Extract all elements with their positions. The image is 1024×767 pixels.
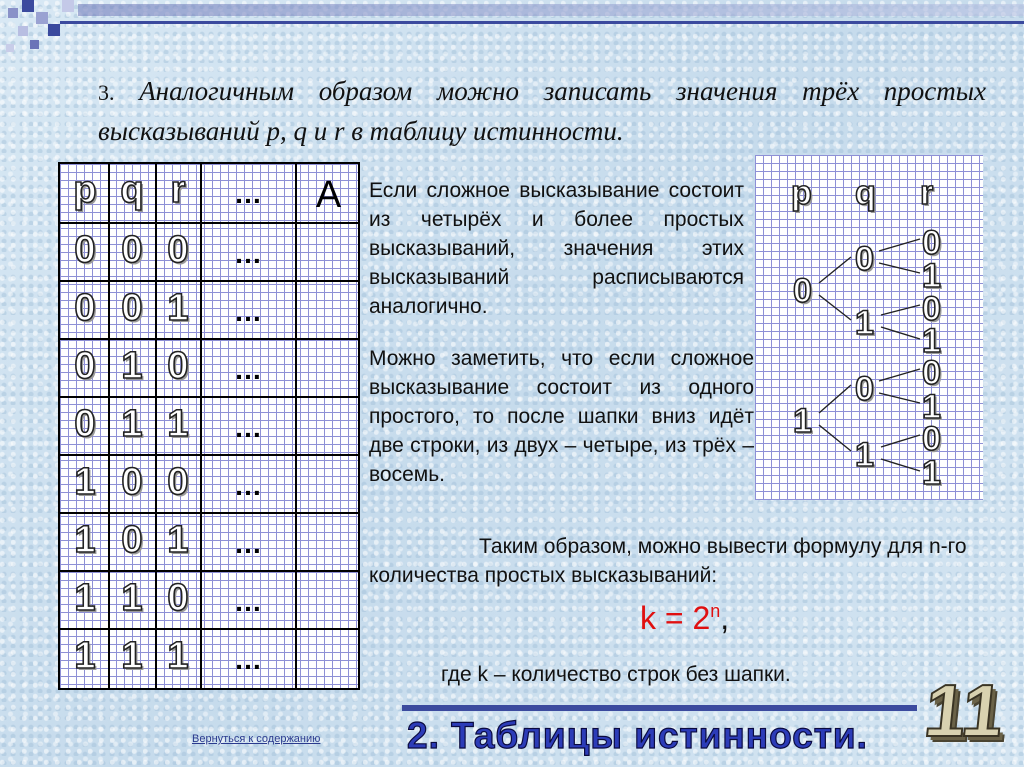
table-header-p: p xyxy=(73,169,97,211)
tree-node-p: 1 xyxy=(793,402,812,440)
table-cell: 1 xyxy=(167,519,189,561)
table-cell: 0 xyxy=(121,461,143,503)
table-cell: 0 xyxy=(121,229,143,271)
tree-node-r: 1 xyxy=(922,388,941,426)
back-to-contents-link[interactable]: Вернуться к содержанию xyxy=(192,733,321,745)
paragraph-formula-intro: Таким образом, можно вывести формулу для n-го количества простых высказываний: xyxy=(369,535,967,587)
table-cell: 1 xyxy=(167,403,189,445)
top-band xyxy=(78,4,1024,16)
table-cell: 1 xyxy=(167,635,189,677)
heading-number: 3. xyxy=(98,80,115,105)
formula-comma: , xyxy=(720,600,730,636)
paragraph-four-or-more: Если сложное высказывание состоит из четырёх и более простых высказываний, значения этих высказываний расписываются аналогично. xyxy=(369,179,744,318)
table-row-divider xyxy=(60,280,358,282)
tree-node-r: 1 xyxy=(922,454,941,492)
table-cell: 1 xyxy=(121,635,143,677)
table-cell: 0 xyxy=(74,229,96,271)
table-row-divider xyxy=(60,570,358,572)
table-cell: 0 xyxy=(74,403,96,445)
table-cell: 1 xyxy=(74,461,96,503)
tree-node-q: 0 xyxy=(855,240,874,278)
table-row-divider xyxy=(60,628,358,630)
table-cell: 0 xyxy=(121,519,143,561)
table-cell: 0 xyxy=(167,229,189,271)
tree-node-r: 1 xyxy=(922,257,941,295)
top-divider xyxy=(60,21,1024,24)
formula-exponent: n xyxy=(710,601,721,621)
tree-node-q: 1 xyxy=(855,304,874,342)
formula-base: k = 2 xyxy=(640,600,711,636)
slide-heading xyxy=(98,72,986,150)
table-col-divider xyxy=(295,164,297,688)
table-row-divider xyxy=(60,338,358,340)
table-cell-ellipsis: … xyxy=(234,644,263,675)
tree-header-q: q xyxy=(855,174,876,212)
table-cell-ellipsis: … xyxy=(234,238,263,269)
table-row-divider xyxy=(60,512,358,514)
tree-node-q: 1 xyxy=(855,436,874,474)
table-cell-ellipsis: … xyxy=(234,470,263,501)
table-cell-ellipsis: … xyxy=(234,412,263,443)
tree-node-p: 0 xyxy=(793,272,812,310)
table-cell: 0 xyxy=(167,577,189,619)
truth-table xyxy=(58,162,360,690)
tree-node-r: 0 xyxy=(922,420,941,458)
tree-node-r: 0 xyxy=(922,224,941,262)
table-cell: 1 xyxy=(74,577,96,619)
table-cell: 1 xyxy=(74,635,96,677)
tree-header-r: r xyxy=(920,174,934,212)
table-cell-ellipsis: … xyxy=(234,354,263,385)
table-header-q: q xyxy=(120,169,144,211)
heading-text: Аналогичным образом можно записать значения трёх простых высказываний p, q и r в таблицу истинности. xyxy=(98,76,986,146)
truth-tree-diagram xyxy=(755,155,983,500)
table-cell: 0 xyxy=(167,461,189,503)
table-cell: 1 xyxy=(121,403,143,445)
tree-header-p: p xyxy=(791,174,812,212)
table-cell: 1 xyxy=(121,345,143,387)
table-header-r: r xyxy=(170,169,186,211)
tree-node-q: 0 xyxy=(855,370,874,408)
table-cell: 0 xyxy=(74,287,96,329)
tree-node-r: 1 xyxy=(922,322,941,360)
footer-divider xyxy=(402,705,917,711)
table-cell: 1 xyxy=(167,287,189,329)
table-cell-ellipsis: … xyxy=(234,586,263,617)
table-header-a: A xyxy=(315,174,342,216)
table-cell: 0 xyxy=(74,345,96,387)
table-cell-ellipsis: … xyxy=(234,296,263,327)
formula-note: где k – количество строк без шапки. xyxy=(441,663,791,686)
paragraph-observation: Можно заметить, что если сложное высказывание состоит из одного простого, то после шапки вниз идёт две строки, из двух – четыре, из трёх – восемь. xyxy=(369,347,754,486)
table-row-divider xyxy=(60,396,358,398)
table-header-ellipsis: … xyxy=(234,178,263,209)
slide-title: 2. Таблицы истинности. xyxy=(407,715,868,756)
table-cell: 1 xyxy=(74,519,96,561)
table-row-divider xyxy=(60,454,358,456)
tree-node-r: 0 xyxy=(922,354,941,392)
table-cell: 0 xyxy=(121,287,143,329)
table-cell-ellipsis: … xyxy=(234,528,263,559)
tree-node-r: 0 xyxy=(922,290,941,328)
page-number: 11 xyxy=(920,669,1008,752)
formula xyxy=(640,600,729,637)
table-row-divider xyxy=(60,222,358,224)
table-cell: 0 xyxy=(167,345,189,387)
table-cell: 1 xyxy=(121,577,143,619)
